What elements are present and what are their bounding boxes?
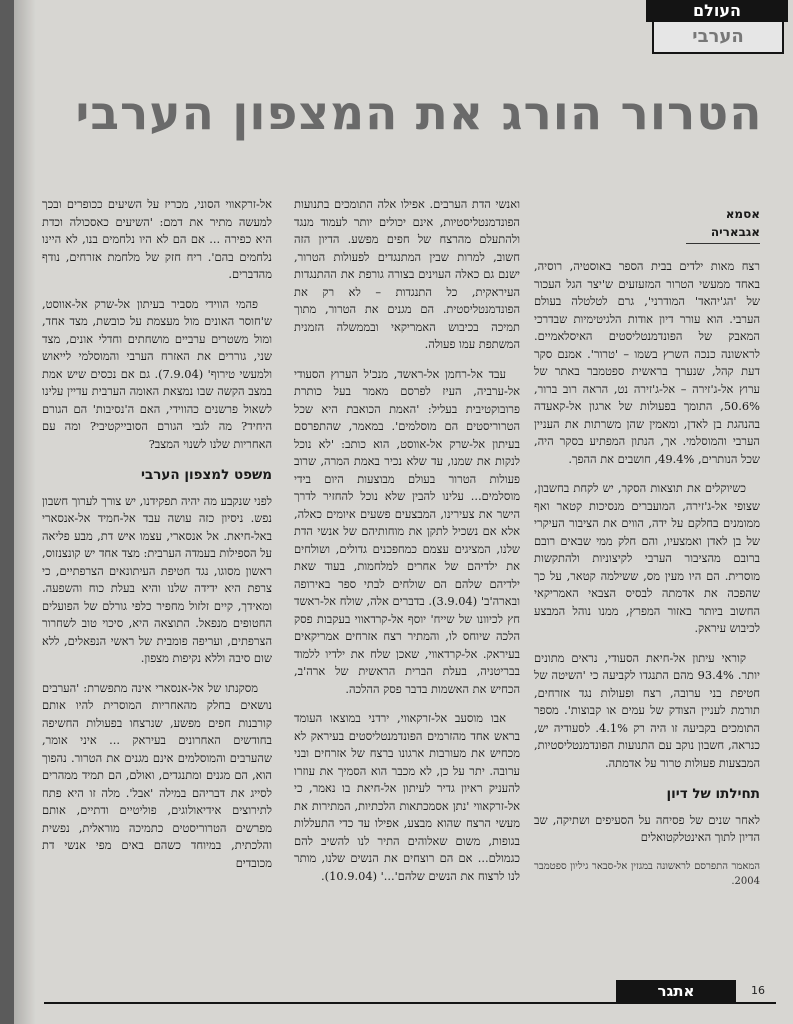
paragraph: ואנשי הדת הערבים. אפילו אלה התומכים בתנועות הפונדמנטליסטיות, אינם יכולים יותר לעמוד מנגד ולהתעלם מהרצח של חפים מפשע. הדיון הזה חשוב, למרות שבין המתנגדים לפעולות הטרור, ישנם גם כאלה העוינים בצורה גורפת את ההתנגדות העיראקית, כל התנגדות – לא רק את הפונדמנטליסטית. הם מגנים את הטרור, מתוך תמיכה בכיבוש האמריקאי ובממשלה הזמנית המשתפת עמו פעולה. xyxy=(294,197,520,351)
article-column-right xyxy=(534,206,760,889)
article-column-middle xyxy=(294,196,520,897)
paragraph: קוראי עיתון אל-חיאת הסעודי, נראים מתונים יותר. 93.4% מהם התנגדו לקביעה כי 'השיטה של חטיפת בני ערובה, רצח ופעולות נגד אזרחים, תורמת לעניין הצודק של עמים או קבוצות'. מספר התומכים בקביעה זו היה רק 4.1%. לסעודיה יש, כנראה, חשבון נוקב עם התנועות הפונדמנטליסטיות, המבצעות פעולות טרור על אדמתה. xyxy=(534,650,760,770)
page-footer xyxy=(616,980,776,1002)
paragraph: לפני שנקבע מה יהיה תפקידנו, יש צורך לערוך חשבון נפש. ניסיון כזה עושה עבד אל-חמיד אל-אנסארי באל-חיאת. אל אנסארי, עצמו איש דת, מבע פליאה על הספילות בעמדה הערבית: מצד אחד יש קונצנזוס, ראשון מסוגו, נגד חטיפת העיתונאים הצרפתיים, כי צרפת היא ידידה שלנו והיא בעלת כוח והשפעה. ומאידך, קיים זלזול מחפיר כלפי גורלם של הפועלים החטופים מנפאל. התוצאה היא, סיכוי טוב לשחרור הצרפתים, ועריפה פומבית של ראשי הנפאלים, ללא שום סיבה וללא נקיפות מצפון. xyxy=(42,493,272,665)
section-label-bottom: הערבי xyxy=(652,22,784,54)
section-heading: תחילתו של דיון xyxy=(666,786,760,802)
paragraph: אבו מוסעב אל-זרקאווי, ירדני במוצאו העומד בראש אחד מהזרמים הפונדמנטליסטים בעיראק לא מכחיש את מעורבות ארגונו ברצח של אזרחים ובני ערובה. יתר על כן, לא מכבר הוא הסמיך את עוזרו להעניק ראיון גדיר לעיתון אל-חיאת בו נאמר, כי אל-זרקאווי 'נתן אסמכתאות הלכתיות, המתירות את מעשי הרצח שהוא מבצע, אפילו עד כדי התעללות בגופות, משום שאלוהים התיר לנו להשיב להם כגמולם... אם הם רוצחים את הנשים שלנו, מותר לנו לרצוח את הנשים שלהם'...' (10.9.04). xyxy=(294,711,520,883)
magazine-name: אתגר xyxy=(616,980,736,1002)
publication-note: המאמר התפרסם לראשונה במגזין אל-סבאר גיליון ספטמבר 2004. xyxy=(534,860,760,887)
magazine-page xyxy=(14,0,793,1024)
author-byline: אסמא אגבאריה xyxy=(686,206,760,244)
article-title: הטרור הורג את המצפון הערבי xyxy=(75,86,763,141)
paragraph: כשיוקלים את תוצאות הסקר, יש לקחת בחשבון, שצופי אל-ג'זירה, המועברים מנסיכות קטאר ואף ממומנים בחלקם על ידה, הווים את הציבור העיקרי של בן לאדן ואמצעיו, והם חלק ממי שבאים רובם ברובם מהציבור הערבי לקיצוניות ולהתקשות מוסרית. הם היו מעין מס, ששילמה קטאר, על כך שהפכה את אדמתה לבסיס הצבאי האמריקאי החשוב ביותר באזור המפרץ, ממנו נוהל המבצע לכיבוש עיראק. xyxy=(534,481,760,635)
article-column-left xyxy=(42,196,272,884)
section-label-top: העולם xyxy=(646,0,788,22)
paragraph: רצח מאות ילדים בבית הספר באוסטיה, רוסיה, באחד ממעשי הטרור המזעזעים ש'יצר הגל העכור של 'הג'יהאד' המודרני', גרם לטלטלה בעולם הערבי. הוא עורר דיון אודות הלגיטימיות שבדרכי המאבק של הפונדמנטליסטים האיסלאמיים. לראשונה כנכה השרץ בשמו – 'טרור'. אמנם סקר דעת קהל, שנערך בראשית ספטמבר באתר של ערוץ אל-ג'זירה – אל-ג'זירה נט, הראה רוב ברור, 50.6%, התומך בפעולות של ארגון אל-קאעדה בהנהגת בן לאדן, ומאמין שהן משרתות את העניין הערבי והמוסלמי. אך, הנתון המפתיע בסקר היה, שכל הנותרים, 49.4%, חושבים את ההפך. xyxy=(534,259,760,466)
footer-rule xyxy=(44,1002,776,1004)
page-number: 16 xyxy=(751,984,765,997)
paragraph: פהמי הווידי מסביר בעיתון אל-שרק אל-אווסט, ש'חוסר האונים מול מעצמת על כובשת, מצד אחד, ומול משטרים ערביים מושחתים וחדלי אונים, מצד שני, גוררים את האזרח הערבי והמוסלמי לייאוש ולמעשי טירוף' (7.9.04). גם אם נכסים שיש אמת במצב הקשה שבו נמצאת האומה הערבית עדיין עלינו לשאול פרשנים כהווידי, האם ה'נסיבות' הם הגורם היחיד? מה לגבי הגורם הסובייקטיבי? ומה עם האחריות שלנו לשנוי המצב? xyxy=(42,296,272,451)
paragraph: לאחר שנים של פסיחה על הסעיפים ושתיקה, שב הדיון לתוך האינטלקטואלים xyxy=(534,812,760,844)
paragraph: אל-זרקאווי הסוני, מכריז על השיעים ככופרים ובכך למעשה מתיר את דמם: 'השיעים כאסכולה וכדת היא כפירה ... אם הם לא היו נלחמים בנו, לא היינו נלחמים בהם'. ריח חזק של מלחמת אזרחים, נודף מהדברים. xyxy=(42,197,272,281)
paragraph: מסקנתו של אל-אנסארי אינה מתפשרת: 'הערבים נושאים בחלק מהאחריות המוסרית להיו אותם קורבנות חפים מפשע, שנרצחו בפעולות החשיפה בחודשים האחרונים בעיראק ... איני אומר, שהערבים והמוסלמים אינם מגנים את הטרור. נהפוך הוא, הם מגנים ומתנגדים, ואולם, הם תמיד ממהרים לסייג את דבריהם במילה 'אבל'. מלה זו היא פתח לתירוצים אידיאולוגים, פוליטיים ודתיים, אותם מפרשים הטרוריסטים כתמיכה מוראלית, נפשית והלכתית, במיוחד כשהם באים מפי אנשי דת מכובדים xyxy=(42,680,272,870)
section-heading: משפט למצפון הערבי xyxy=(141,467,272,483)
paragraph: עבד אל-רחמן אל-ראשד, מנכ'ל הערוץ הסעודי אל-ערביה, העיז לפרסם מאמר בעל כותרת פרובוקטיבית בעליל: 'האמת הכואבת היא שכל הטרוריסטים הם מוסלמים'. במאמר, שהתפרסם בעיתון אל-שרק אל-אווסט, הוא כותב: 'לא נוכל לנקות את שמנו, עד שלא נכיר באמת המרה, שרוב פעולות הטרור בעולם מבוצעות היום בידי מוסלמים... עלינו להבין שלא נוכל להחזיר לדרך הישר את צעירינו, המבצעים פשעים איומים כאלה, אלא אם נשכיל לתקן את מוחותיהם של אנשי הדת שלנו, המציגים עצמם כמחפכנים גדולים, ושולחים את ילדיהם של אחרים למלחמות, בעוד שאת ילדיהם שלהם הם שולחים לבתי ספר באירופה ובארה'ב' (3.9.04). בדברים אלה, שולח אל-ראשד חץ לכיוונו של שייח' יוסף אל-קרדאווי בעקבות פסק הלכה שיוחס לו, והמתיר רצח אזרחים אמריקאים בעיראק. אל-קרדאווי, שאכן שלח את ילדיו ללמוד בבריטניה, בעלת הברית הראשית של ארה'ב, הכחיש את האשמות בדבר פסק ההלכה. xyxy=(294,366,520,696)
section-label xyxy=(646,0,788,56)
